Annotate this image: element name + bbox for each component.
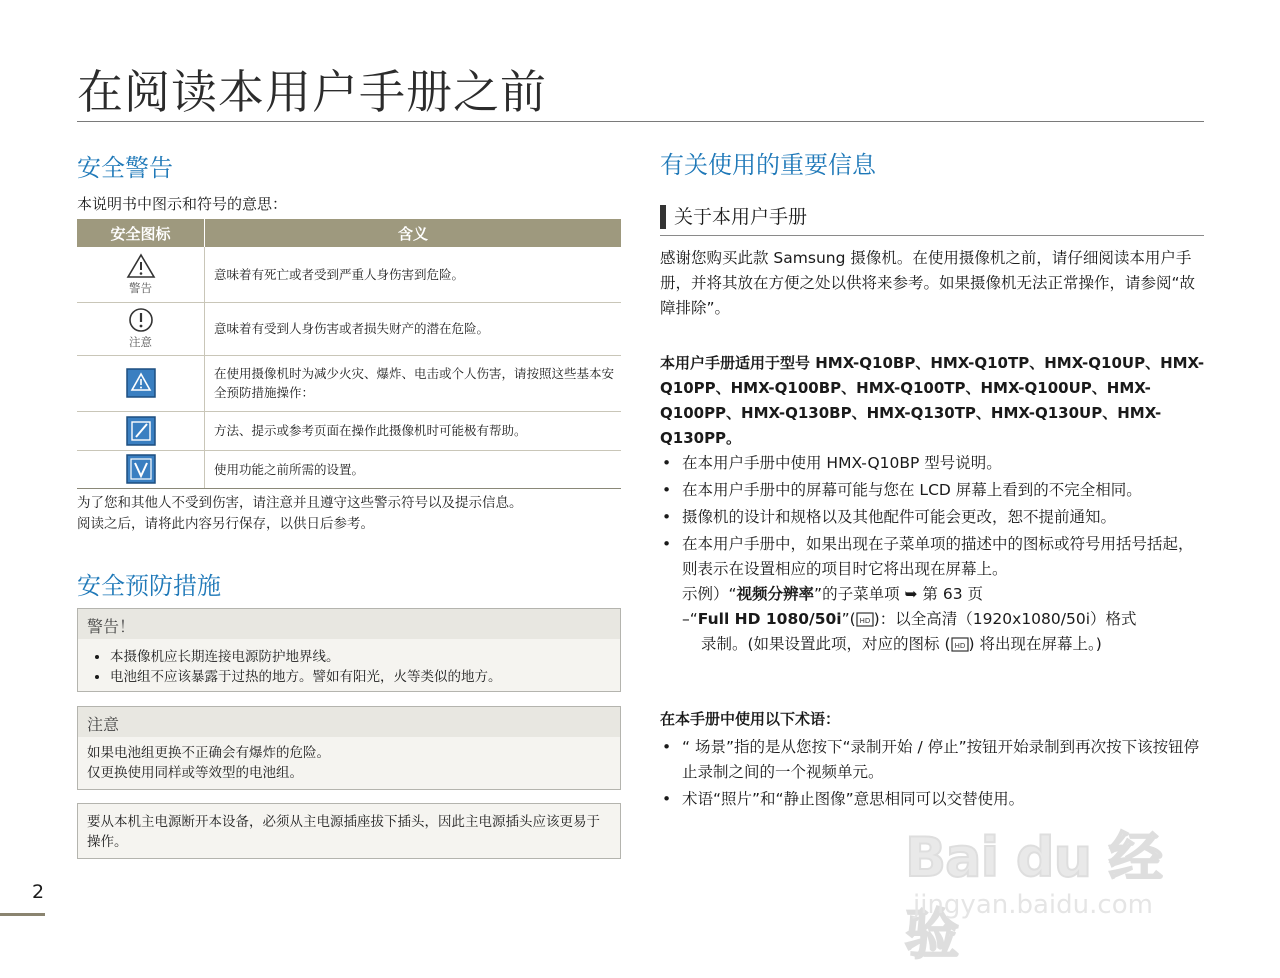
svg-text:HD: HD (859, 617, 870, 625)
menu-name: 视频分辨率 (736, 585, 815, 603)
setting-description: 使用功能之前所需的设置。 (205, 450, 622, 488)
warning-box (77, 608, 621, 692)
fullhd-line-2: 录制。(如果设置此项，对应的图标 ( HD ) 将出现在屏幕上。) (701, 635, 1102, 653)
list-item: • 本摄像机应长期连接电源防护地界线。 (110, 647, 620, 667)
usage-notes-list (660, 451, 1205, 659)
table-row (77, 302, 621, 355)
table-row (77, 355, 621, 411)
warning-box-list (78, 647, 620, 687)
sub-heading-rule (660, 235, 1204, 236)
safety-warning-heading: 安全警告 (77, 154, 173, 182)
important-info-heading: 有关使用的重要信息 (660, 151, 876, 179)
caution-box (77, 706, 621, 790)
list-item: • 在本用户手册中使用 HMX-Q10BP 型号说明。 (660, 451, 1205, 476)
fullhd-icon (951, 637, 969, 652)
list-item: • 摄像机的设计和规格以及其他配件可能会更改，恕不提前通知。 (660, 505, 1205, 530)
warning-description: 意味着有死亡或者受到严重人身伤害到危险。 (205, 247, 622, 302)
example-line: 示例）“视频分辨率”的子菜单项 ➥ 第 63 页 (682, 585, 983, 603)
models-paragraph: 本用户手册适用于型号 HMX-Q10BP、HMX-Q10TP、HMX-Q10UP、HMX-Q10PP、HMX-Q100BP、HMX-Q100TP、HMX-Q100UP、HMX-Q100PP、HMX-Q130BP、HMX-Q130TP、HMX-Q130UP、HMX-Q130PP。 (660, 354, 1205, 447)
footnote-line-2: 阅读之后，请将此内容另行保存，以供日后参考。 (77, 516, 374, 532)
caution-circle-icon (128, 307, 154, 333)
watermark-logo: Bai du 经验 (905, 826, 1162, 966)
warning-box-title: 警告！ (78, 609, 620, 639)
intro-paragraph: 感谢您购买此款 Samsung 摄像机。在使用摄像机之前，请仔细阅读本用户手册，并将其放在方便之处以供将来参考。如果摄像机无法正常操作，请参阅“故障排除”。 (660, 249, 1196, 317)
baidu-watermark (905, 790, 1205, 966)
caution-box-title: 注意 (78, 707, 620, 737)
list-item: • 在本用户手册中的屏幕可能与您在 LCD 屏幕上看到的不完全相同。 (660, 478, 1205, 503)
caution-line-1: 如果电池组更换不正确会有爆炸的危险。 (87, 745, 330, 761)
fullhd-option: Full HD 1080/50i (697, 610, 842, 628)
setting-check-icon (126, 454, 156, 484)
table-row (77, 450, 621, 488)
manual-sub-heading: 关于本用户手册 (660, 205, 807, 229)
page-title: 在阅读本用户手册之前 (77, 65, 547, 119)
title-divider (77, 121, 1204, 122)
list-item (660, 532, 1205, 657)
footnote-line-1: 为了您和其他人不受到伤害，请注意并且遵守这些警示符号以及提示信息。 (77, 495, 523, 511)
symbol-table (77, 219, 621, 489)
fullhd-icon (856, 612, 874, 627)
power-note-text: 要从本机主电源断开本设备，必须从主电源插座拔下插头，因此主电源插头应该更易于操作。 (87, 814, 600, 850)
page-number: 2 (32, 881, 45, 903)
table-row (77, 247, 621, 302)
precaution-description: 在使用摄像机时为减少火灾、爆炸、电击或个人伤害，请按照这些基本安全预防措施操作： (205, 355, 622, 411)
bracket-icon-note: 在本用户手册中，如果出现在子菜单项的描述中的图标或符号用括号括起，则表示在设置相应的项目时它将出现在屏幕上。 (682, 535, 1194, 578)
list-item: • 术语“照片”和“静止图像”意思相同可以交替使用。 (660, 787, 1205, 812)
page-number-rule (0, 913, 45, 916)
caution-line-2: 仅更换使用同样或等效型的电池组。 (87, 765, 303, 781)
terms-heading: 在本手册中使用以下术语： (660, 710, 841, 728)
list-item: • 电池组不应该暴露于过热的地方。譬如有阳光，火等类似的地方。 (110, 667, 620, 687)
table-header-meaning: 含义 (205, 219, 622, 247)
watermark-url: jingyan.baidu.com (913, 890, 1153, 920)
safety-warning-intro: 本说明书中图示和符号的意思： (77, 195, 288, 213)
caution-label: 注意 (129, 335, 152, 349)
warning-triangle-icon (126, 253, 156, 279)
note-pencil-icon (126, 416, 156, 446)
warning-label: 警告 (129, 280, 152, 295)
power-note-box (77, 803, 621, 859)
safety-precautions-heading: 安全预防措施 (77, 572, 221, 600)
precaution-box-icon (126, 368, 156, 398)
svg-text:HD: HD (954, 642, 965, 650)
list-item: • “ 场景”指的是从您按下“录制开始 / 停止”按钮开始录制到再次按下该按钮停止录制之间的一个视频单元。 (660, 735, 1205, 785)
note-description: 方法、提示或参考页面在操作此摄像机时可能极有帮助。 (205, 411, 622, 450)
caution-description: 意味着有受到人身伤害或者损失财产的潜在危险。 (205, 302, 622, 355)
table-header-icon: 安全图标 (77, 219, 205, 247)
fullhd-line: –“Full HD 1080/50i”( HD )：以全高清（1920x1080/50i）格式 (682, 610, 1137, 628)
table-row (77, 411, 621, 450)
